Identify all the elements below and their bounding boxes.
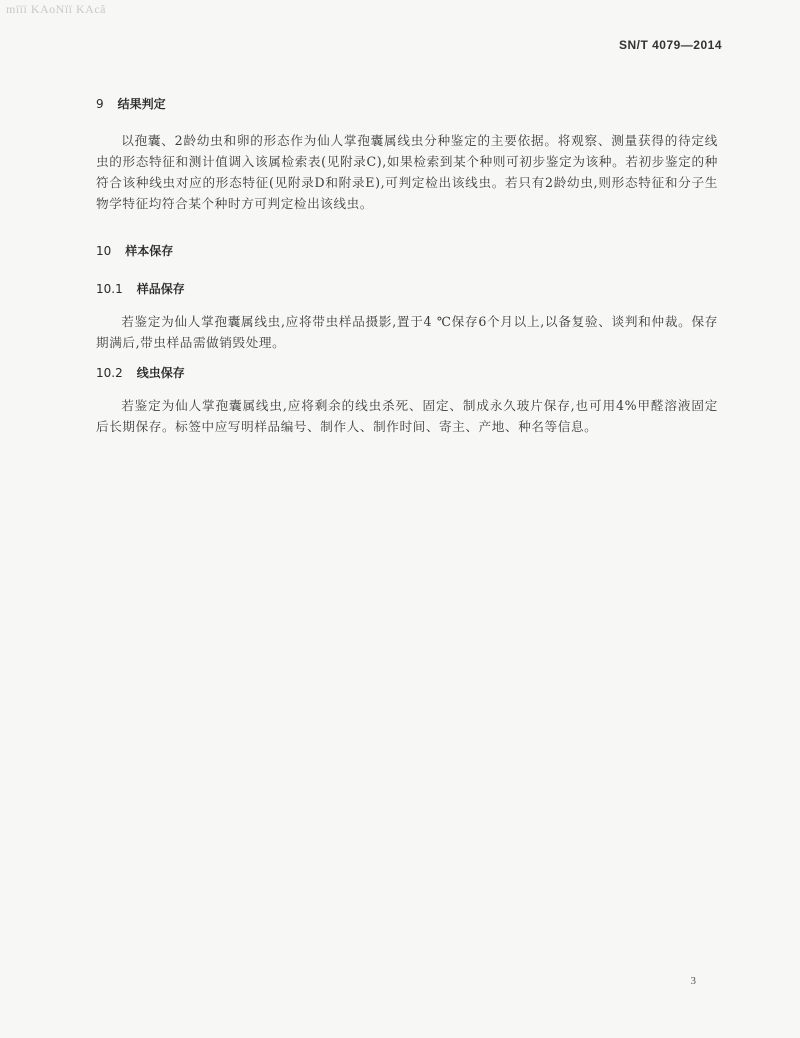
section-10-2-heading [96,364,185,381]
section-10-1-title: 样品保存 [136,282,185,296]
section-9-body: 以孢囊、2龄幼虫和卵的形态作为仙人掌孢囊属线虫分种鉴定的主要依据。将观察、测量获得的待定线虫的形态特征和测计值调入该属检索表(见附录C),如果检索到某个种则可初步鉴定为该种。若初步鉴定的种符合该种线虫对应的形态特征(见附录D和附录E),可判定检出该线虫。若只有2龄幼虫,则形态特征和分子生物学特征均符合某个种时方可判定检出该线虫。 [96,133,718,211]
page-number: 3 [690,975,696,987]
section-10-1-heading [96,280,185,297]
watermark-text: mïïï KAoNïï KAcâ [6,2,106,16]
section-10-1-body: 若鉴定为仙人掌孢囊属线虫,应将带虫样品摄影,置于4 ℃保存6个月以上,以备复验、谈判和仲裁。保存期满后,带虫样品需做销毁处理。 [96,314,718,350]
section-10-heading [96,242,173,259]
section-10-1-number: 10.1 [96,282,123,296]
section-10-2-number: 10.2 [96,366,123,380]
section-10-2-title: 线虫保存 [136,366,185,380]
section-9-number: 9 [96,97,104,111]
section-10-2-body: 若鉴定为仙人掌孢囊属线虫,应将剩余的线虫杀死、固定、制成永久玻片保存,也可用4%甲醛溶液固定后长期保存。标签中应写明样品编号、制作人、制作时间、寄主、产地、种名等信息。 [96,398,718,434]
standard-number: SN/T 4079—2014 [618,38,722,52]
section-10-number: 10 [96,244,112,258]
section-9-title: 结果判定 [117,97,166,111]
section-9-heading [96,95,166,112]
section-10-title: 样本保存 [125,244,174,258]
